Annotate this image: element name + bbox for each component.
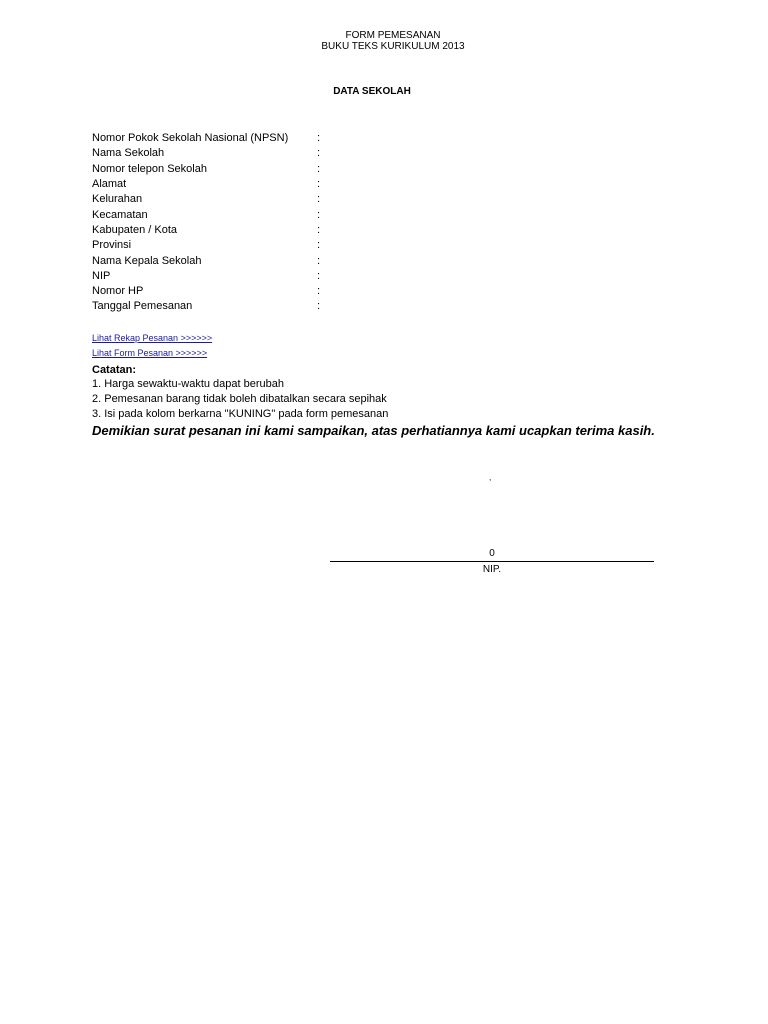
field-colon: : <box>317 270 321 282</box>
rekap-pesanan-link[interactable]: Lihat Rekap Pesanan >>>>>> <box>92 333 213 343</box>
field-label-npsn: Nomor Pokok Sekolah Nasional (NPSN) <box>92 132 289 144</box>
field-colon: : <box>317 239 321 251</box>
note-item-2: 2. Pemesanan barang tidak boleh dibatalkan secara sepihak <box>92 393 387 405</box>
signature-line <box>330 561 654 562</box>
field-colon: : <box>317 193 321 205</box>
field-label-provinsi: Provinsi <box>92 239 132 251</box>
field-colon: : <box>317 224 321 236</box>
field-label-tanggal: Tanggal Pemesanan <box>92 300 193 312</box>
field-colon: : <box>317 255 321 267</box>
field-label-nip: NIP <box>92 270 111 282</box>
field-label-kelurahan: Kelurahan <box>92 193 143 205</box>
field-colon: : <box>317 285 321 297</box>
field-label-kecamatan: Kecamatan <box>92 209 148 221</box>
note-item-3: 3. Isi pada kolom berkarna "KUNING" pada form pemesanan <box>92 408 389 420</box>
field-colon: : <box>317 147 321 159</box>
field-colon: : <box>317 163 321 175</box>
field-colon: : <box>317 132 321 144</box>
field-label-kepala-sekolah: Nama Kepala Sekolah <box>92 255 202 267</box>
form-title-line1: FORM PEMESANAN <box>345 30 441 41</box>
field-colon: : <box>317 209 321 221</box>
signature-mark: , <box>489 473 492 482</box>
form-title-line2: BUKU TEKS KURIKULUM 2013 <box>321 41 465 52</box>
field-label-telepon: Nomor telepon Sekolah <box>92 163 207 175</box>
field-label-nomor-hp: Nomor HP <box>92 285 144 297</box>
field-label-nama-sekolah: Nama Sekolah <box>92 147 165 159</box>
closing-statement: Demikian surat pesanan ini kami sampaikan, atas perhatiannya kami ucapkan terima kasih. <box>92 423 655 438</box>
notes-heading: Catatan: <box>92 364 137 376</box>
field-label-alamat: Alamat <box>92 178 127 190</box>
note-item-1: 1. Harga sewaktu-waktu dapat berubah <box>92 378 285 390</box>
field-colon: : <box>317 300 321 312</box>
section-heading: DATA SEKOLAH <box>333 86 411 97</box>
field-colon: : <box>317 178 321 190</box>
form-pesanan-link[interactable]: Lihat Form Pesanan >>>>>> <box>92 348 208 358</box>
field-label-kabupaten: Kabupaten / Kota <box>92 224 178 236</box>
signature-name: 0 <box>489 548 495 559</box>
signature-nip: NIP. <box>482 564 502 575</box>
